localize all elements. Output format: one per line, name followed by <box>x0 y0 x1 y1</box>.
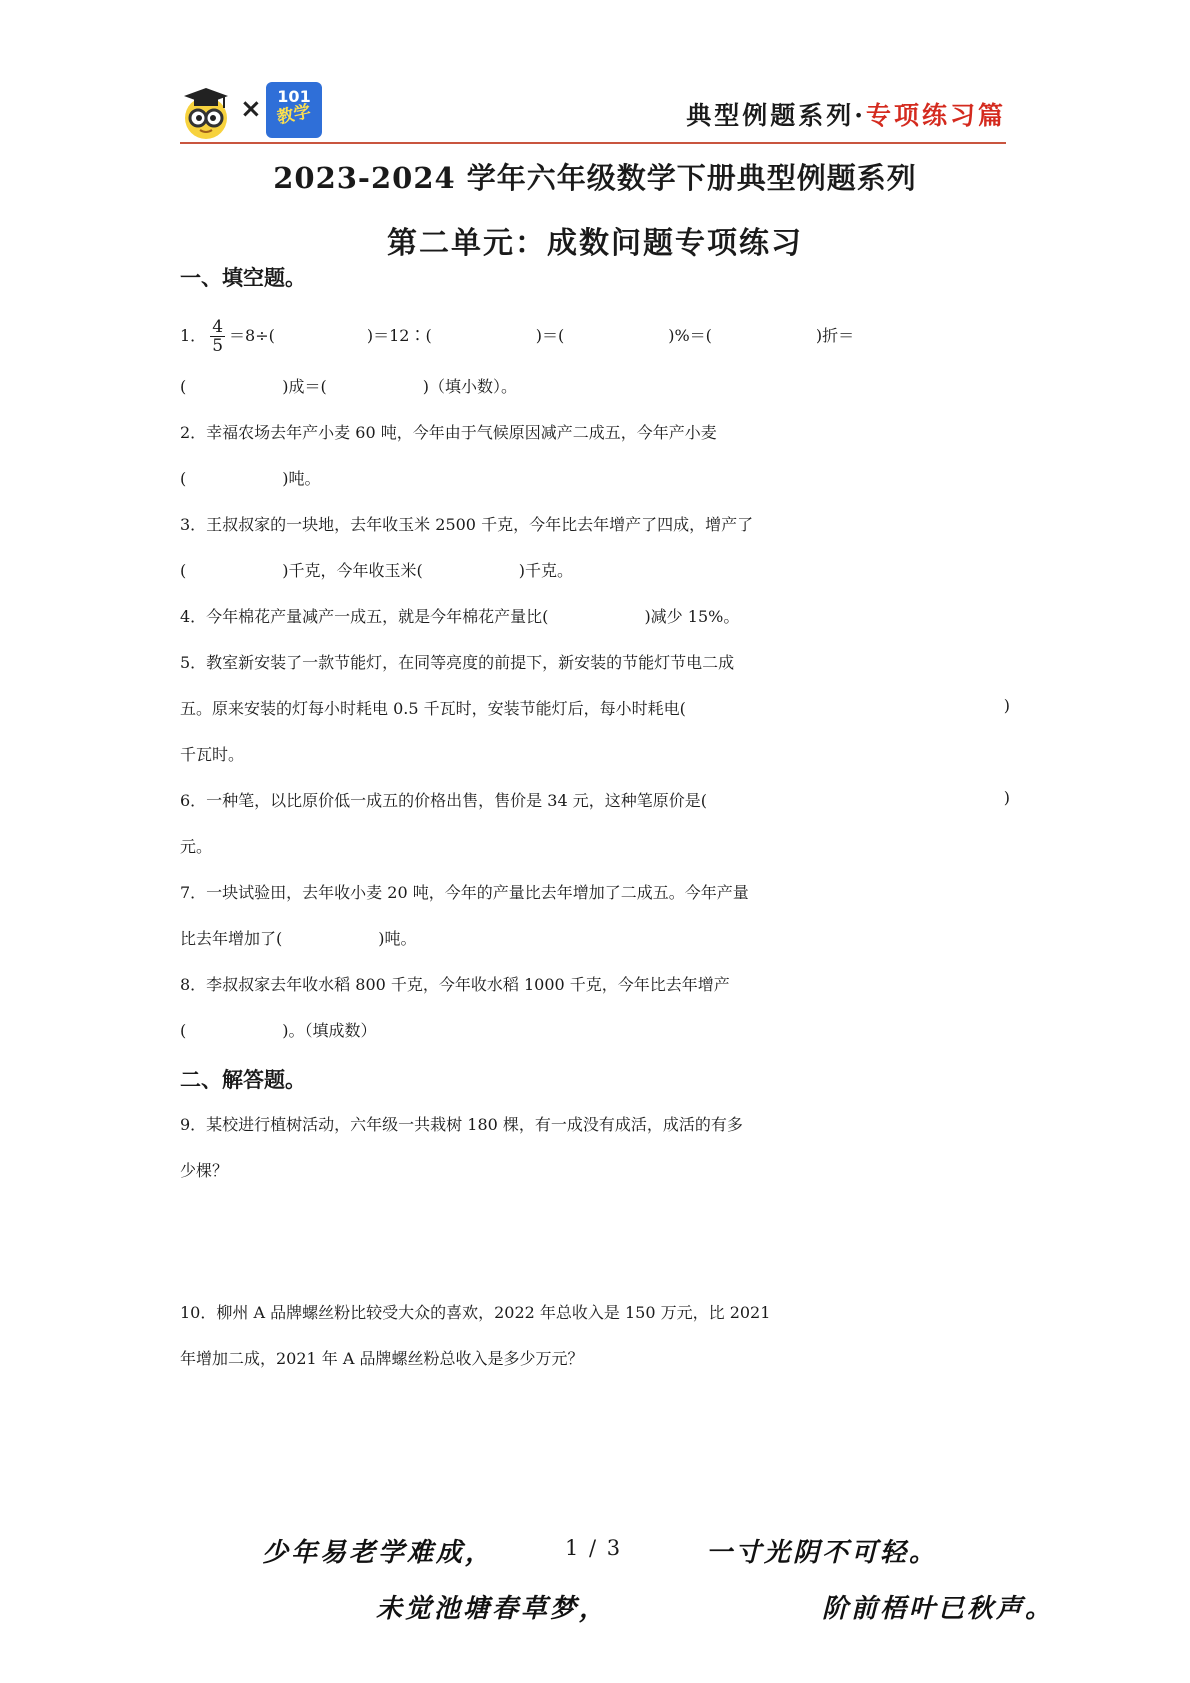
page-number: 1 / 3 <box>565 1536 623 1560</box>
series-label: 典型例题系列·专项练习篇 <box>686 101 1006 130</box>
section-heading-fill-in: 一、填空题。 <box>180 266 306 290</box>
question-1: 1． $\frac{4}{5}$ ＝8÷( )＝12∶( )＝( )%＝( )折＝ <box>180 317 855 356</box>
brand-101-logo: 101 教学 <box>266 82 322 138</box>
owl-logo-icon <box>180 86 232 140</box>
question-3-line2: ( )千克，今年收玉米( )千克。 <box>180 561 573 580</box>
question-3: 3．王叔叔家的一块地，去年收玉米 2500 千克，今年比去年增产了四成，增产了 <box>180 515 754 534</box>
footer-poem-line-2: 一寸光阴不可轻。 <box>706 1538 939 1568</box>
fraction: $\frac{4}{5}$ <box>212 317 224 356</box>
question-8: 8．李叔叔家去年收水稻 800 千克，今年收水稻 1000 千克，今年比去年增产 <box>180 975 730 994</box>
footer-poem-line-1: 少年易老学难成， <box>262 1538 495 1568</box>
question-5-line2: 五。原来安装的灯每小时耗电 0.5 千瓦时，安装节能灯后，每小时耗电( ) <box>180 696 1010 718</box>
question-2-line2: ( )吨。 <box>180 469 321 488</box>
header-divider <box>180 142 1006 144</box>
question-6-line2: 元。 <box>180 837 213 856</box>
question-5-line3: 千瓦时。 <box>180 745 245 764</box>
question-5: 5．教室新安装了一款节能灯，在同等亮度的前提下，新安装的节能灯节电二成 <box>180 653 735 672</box>
page-header <box>180 82 1006 144</box>
question-1-line2: ( )成＝( )（填小数）。 <box>180 377 517 396</box>
question-2: 2．幸福农场去年产小麦 60 吨，今年由于气候原因减产二成五，今年产小麦 <box>180 423 717 442</box>
question-4: 4．今年棉花产量减产一成五，就是今年棉花产量比( )减少 15%。 <box>180 607 740 626</box>
section-heading-solve: 二、解答题。 <box>180 1068 306 1092</box>
question-7: 7．一块试验田，去年收小麦 20 吨，今年的产量比去年增加了二成五。今年产量 <box>180 883 749 902</box>
page-subtitle: 第二单元：成数问题专项练习 <box>387 226 803 261</box>
question-9: 9．某校进行植树活动，六年级一共栽树 180 棵，有一成没有成活，成活的有多 <box>180 1115 743 1134</box>
question-6: 6．一种笔，以比原价低一成五的价格出售，售价是 34 元，这种笔原价是( ) <box>180 788 1010 810</box>
footer-poem-line-4: 阶前梧叶已秋声。 <box>822 1594 1055 1624</box>
question-9-line2: 少棵？ <box>180 1161 229 1180</box>
page-title: 2023-2024 学年六年级数学下册典型例题系列 <box>273 161 917 195</box>
logo-separator: × <box>240 94 262 124</box>
question-10: 10．柳州 A 品牌螺丝粉比较受大众的喜欢，2022 年总收入是 150 万元，比 2021 <box>180 1303 771 1322</box>
question-8-line2: ( )。（填成数） <box>180 1021 377 1040</box>
question-10-line2: 年增加二成，2021 年 A 品牌螺丝粉总收入是多少万元？ <box>180 1349 584 1368</box>
question-7-line2: 比去年增加了( )吨。 <box>180 929 417 948</box>
footer-poem-line-3: 未觉池塘春草梦， <box>376 1594 609 1624</box>
